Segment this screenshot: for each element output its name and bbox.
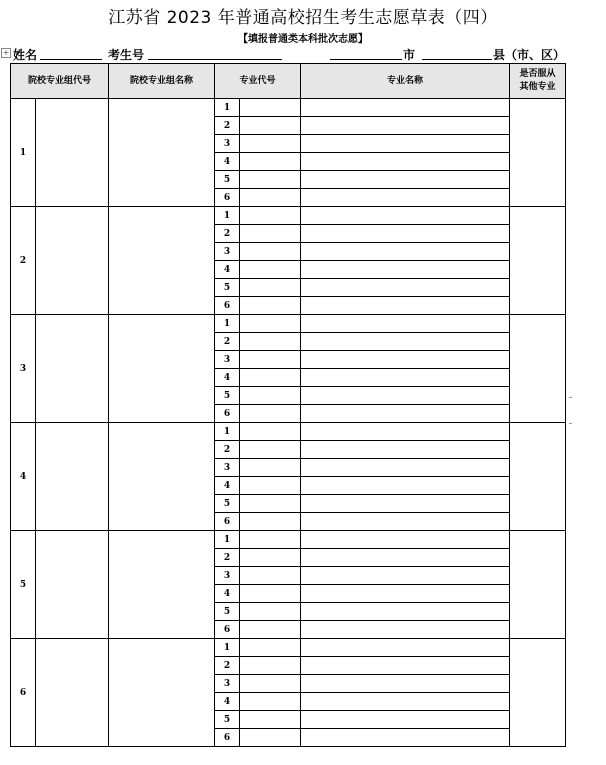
table-header-row [11, 64, 566, 99]
major-row-number: 6 [215, 189, 240, 207]
major-name-cell[interactable] [301, 351, 510, 369]
group-number: 3 [11, 315, 36, 423]
major-row-number: 1 [215, 315, 240, 333]
major-name-cell[interactable] [301, 171, 510, 189]
major-name-cell[interactable] [301, 693, 510, 711]
major-code-cell[interactable] [240, 207, 301, 225]
group-code-cell[interactable] [36, 207, 109, 315]
major-row-number: 6 [215, 621, 240, 639]
major-code-cell[interactable] [240, 423, 301, 441]
major-code-cell[interactable] [240, 531, 301, 549]
major-row-number: 5 [215, 711, 240, 729]
major-name-cell[interactable] [301, 333, 510, 351]
exam-number-field[interactable] [148, 59, 282, 60]
margin-mark [569, 423, 572, 424]
group-name-cell[interactable] [109, 207, 215, 315]
col-header-major-name: 专业名称 [301, 64, 510, 99]
major-code-cell[interactable] [240, 243, 301, 261]
exam-number-label: 考生号 [108, 48, 145, 62]
major-row-number: 5 [215, 387, 240, 405]
major-name-cell[interactable] [301, 387, 510, 405]
accept-adjustment-cell[interactable] [510, 639, 566, 747]
major-row-number: 1 [215, 423, 240, 441]
group-code-cell[interactable] [36, 531, 109, 639]
major-code-cell[interactable] [240, 639, 301, 657]
major-name-cell[interactable] [301, 117, 510, 135]
major-code-cell[interactable] [240, 387, 301, 405]
major-code-cell[interactable] [240, 171, 301, 189]
major-name-cell[interactable] [301, 225, 510, 243]
table-row [11, 423, 566, 441]
major-name-cell[interactable] [301, 567, 510, 585]
page-title: 江苏省 2023 年普通高校招生考生志愿草表（四） [108, 8, 498, 28]
major-code-cell[interactable] [240, 477, 301, 495]
major-row-number: 2 [215, 549, 240, 567]
move-handle-icon[interactable]: + [2, 48, 10, 57]
accept-adjustment-cell[interactable] [510, 207, 566, 315]
major-code-cell[interactable] [240, 567, 301, 585]
major-name-cell[interactable] [301, 99, 510, 117]
major-name-cell[interactable] [301, 135, 510, 153]
major-row-number: 1 [215, 639, 240, 657]
major-code-cell[interactable] [240, 495, 301, 513]
major-row-number: 2 [215, 657, 240, 675]
major-row-number: 4 [215, 369, 240, 387]
major-name-cell[interactable] [301, 423, 510, 441]
application-table [10, 63, 566, 747]
major-code-cell[interactable] [240, 225, 301, 243]
major-name-cell[interactable] [301, 495, 510, 513]
major-row-number: 2 [215, 225, 240, 243]
major-code-cell[interactable] [240, 351, 301, 369]
major-code-cell[interactable] [240, 675, 301, 693]
major-name-cell[interactable] [301, 369, 510, 387]
major-code-cell[interactable] [240, 549, 301, 567]
group-name-cell[interactable] [109, 423, 215, 531]
city-field[interactable] [330, 59, 402, 60]
col-header-accept-adjustment: 是否服从其他专业 [510, 64, 566, 99]
major-name-cell[interactable] [301, 657, 510, 675]
accept-adjustment-cell[interactable] [510, 531, 566, 639]
major-name-cell[interactable] [301, 549, 510, 567]
major-name-cell[interactable] [301, 531, 510, 549]
major-row-number: 4 [215, 693, 240, 711]
major-code-cell[interactable] [240, 513, 301, 531]
major-name-cell[interactable] [301, 189, 510, 207]
major-code-cell[interactable] [240, 315, 301, 333]
major-name-cell[interactable] [301, 243, 510, 261]
major-row-number: 3 [215, 459, 240, 477]
major-code-cell[interactable] [240, 369, 301, 387]
major-name-cell[interactable] [301, 297, 510, 315]
major-name-cell[interactable] [301, 315, 510, 333]
major-name-cell[interactable] [301, 729, 510, 747]
major-row-number: 5 [215, 495, 240, 513]
group-number: 5 [11, 531, 36, 639]
candidate-info-line [0, 44, 606, 64]
major-code-cell[interactable] [240, 135, 301, 153]
major-code-cell[interactable] [240, 405, 301, 423]
major-row-number: 3 [215, 567, 240, 585]
major-row-number: 1 [215, 207, 240, 225]
group-name-cell[interactable] [109, 531, 215, 639]
major-code-cell[interactable] [240, 441, 301, 459]
major-code-cell[interactable] [240, 279, 301, 297]
page-subtitle: 【填报普通类本科批次志愿】 [238, 34, 368, 45]
group-name-cell[interactable] [109, 639, 215, 747]
major-code-cell[interactable] [240, 333, 301, 351]
major-name-cell[interactable] [301, 405, 510, 423]
major-code-cell[interactable] [240, 153, 301, 171]
group-code-cell[interactable] [36, 315, 109, 423]
major-name-cell[interactable] [301, 603, 510, 621]
major-row-number: 5 [215, 171, 240, 189]
group-name-cell[interactable] [109, 99, 215, 207]
major-name-cell[interactable] [301, 711, 510, 729]
major-row-number: 5 [215, 603, 240, 621]
major-name-cell[interactable] [301, 585, 510, 603]
major-row-number: 6 [215, 729, 240, 747]
major-name-cell[interactable] [301, 513, 510, 531]
accept-adjustment-cell[interactable] [510, 423, 566, 531]
major-code-cell[interactable] [240, 603, 301, 621]
city-label: 市 [403, 48, 416, 62]
name-label: 姓名 [13, 48, 38, 62]
major-row-number: 4 [215, 477, 240, 495]
table-row [11, 531, 566, 549]
group-code-cell[interactable] [36, 423, 109, 531]
county-field[interactable] [422, 59, 492, 60]
group-number: 1 [11, 99, 36, 207]
major-code-cell[interactable] [240, 297, 301, 315]
major-code-cell[interactable] [240, 189, 301, 207]
major-name-cell[interactable] [301, 207, 510, 225]
group-number: 2 [11, 207, 36, 315]
table-row [11, 207, 566, 225]
major-row-number: 1 [215, 531, 240, 549]
group-name-cell[interactable] [109, 315, 215, 423]
county-label: 县（市、区） [493, 48, 566, 62]
major-name-cell[interactable] [301, 675, 510, 693]
major-name-cell[interactable] [301, 261, 510, 279]
major-code-cell[interactable] [240, 693, 301, 711]
major-row-number: 3 [215, 351, 240, 369]
major-code-cell[interactable] [240, 261, 301, 279]
group-code-cell[interactable] [36, 99, 109, 207]
major-name-cell[interactable] [301, 459, 510, 477]
major-code-cell[interactable] [240, 459, 301, 477]
major-name-cell[interactable] [301, 639, 510, 657]
major-code-cell[interactable] [240, 99, 301, 117]
major-row-number: 4 [215, 261, 240, 279]
major-row-number: 2 [215, 117, 240, 135]
col-header-group-name: 院校专业组名称 [109, 64, 215, 99]
major-row-number: 2 [215, 333, 240, 351]
major-row-number: 3 [215, 135, 240, 153]
major-code-cell[interactable] [240, 585, 301, 603]
major-row-number: 6 [215, 297, 240, 315]
major-row-number: 1 [215, 99, 240, 117]
group-code-cell[interactable] [36, 639, 109, 747]
major-row-number: 6 [215, 405, 240, 423]
major-name-cell[interactable] [301, 477, 510, 495]
major-name-cell[interactable] [301, 441, 510, 459]
major-code-cell[interactable] [240, 711, 301, 729]
major-code-cell[interactable] [240, 621, 301, 639]
major-row-number: 4 [215, 585, 240, 603]
major-row-number: 6 [215, 513, 240, 531]
margin-mark [569, 397, 572, 398]
col-header-group-code: 院校专业组代号 [11, 64, 109, 99]
major-code-cell[interactable] [240, 657, 301, 675]
major-code-cell[interactable] [240, 729, 301, 747]
major-row-number: 4 [215, 153, 240, 171]
table-row [11, 639, 566, 657]
major-code-cell[interactable] [240, 117, 301, 135]
major-name-cell[interactable] [301, 279, 510, 297]
major-name-cell[interactable] [301, 621, 510, 639]
name-field[interactable] [40, 59, 102, 60]
table-row [11, 315, 566, 333]
major-name-cell[interactable] [301, 153, 510, 171]
col-header-major-code: 专业代号 [215, 64, 301, 99]
group-number: 4 [11, 423, 36, 531]
major-row-number: 5 [215, 279, 240, 297]
major-row-number: 3 [215, 243, 240, 261]
accept-adjustment-cell[interactable] [510, 99, 566, 207]
major-row-number: 2 [215, 441, 240, 459]
group-number: 6 [11, 639, 36, 747]
major-row-number: 3 [215, 675, 240, 693]
table-row [11, 99, 566, 117]
accept-adjustment-cell[interactable] [510, 315, 566, 423]
